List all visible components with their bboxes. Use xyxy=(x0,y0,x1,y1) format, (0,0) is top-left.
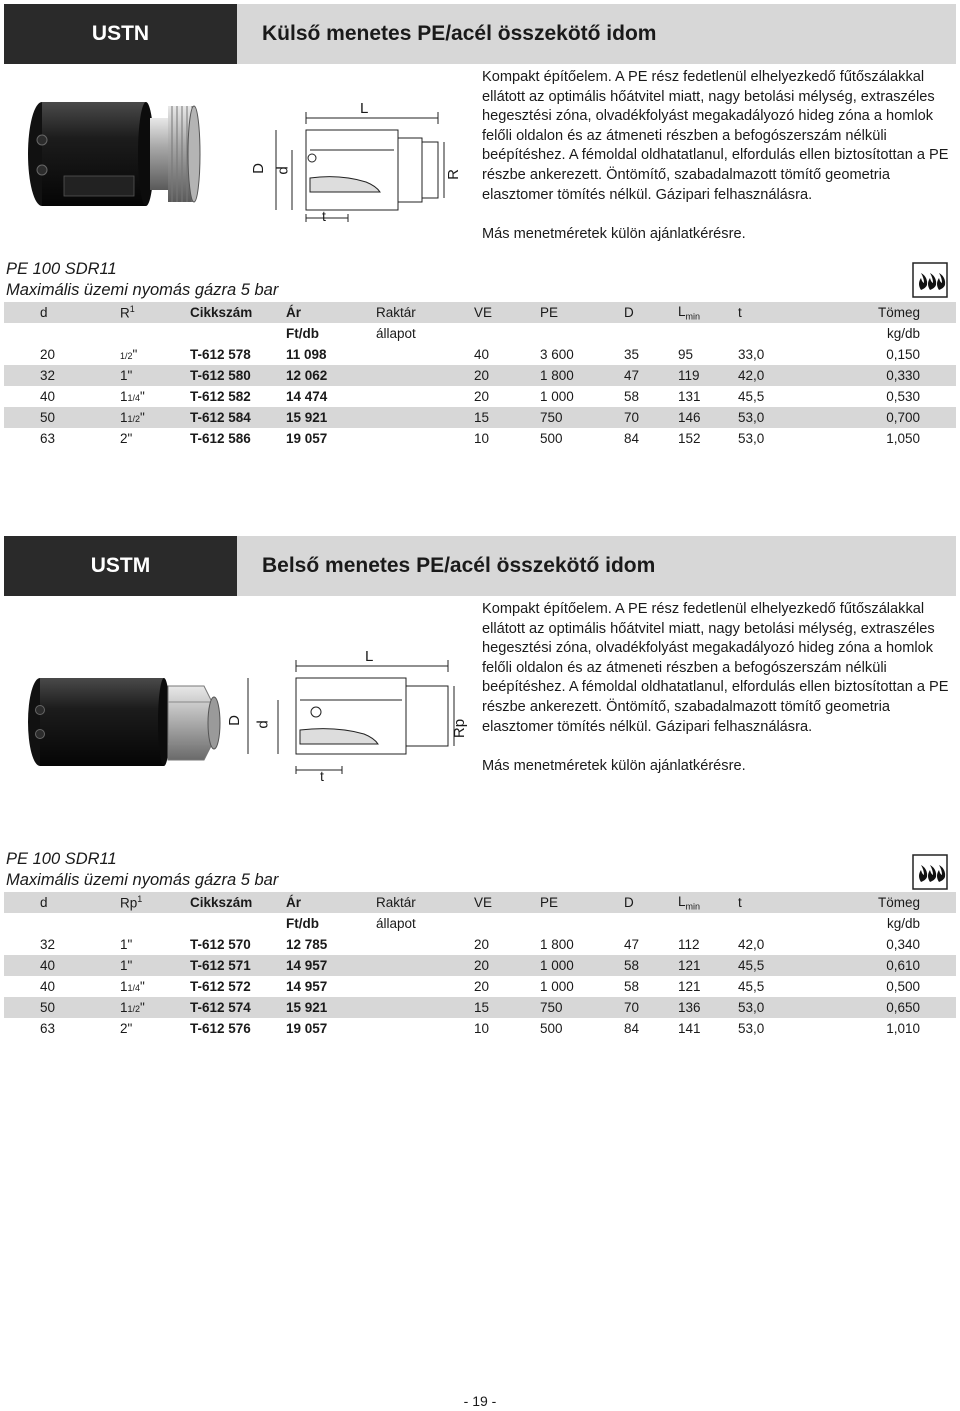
cell-ve: 20 xyxy=(474,389,490,404)
cell-thread xyxy=(120,365,190,386)
thread-fraction: 1/4 xyxy=(127,393,141,403)
col-thread-label: Rp xyxy=(120,895,138,911)
cell-code: T-612 584 xyxy=(190,410,251,425)
col-D: D xyxy=(624,895,634,910)
cell-D: 70 xyxy=(624,410,640,425)
thread-unit: " xyxy=(132,347,138,362)
cell-mass: 0,700 xyxy=(886,410,920,425)
cell-ve: 15 xyxy=(474,1000,490,1015)
table-row xyxy=(4,344,956,365)
col-d: d xyxy=(40,305,48,320)
cell-code: T-612 574 xyxy=(190,1000,251,1015)
cell-price: 15 921 xyxy=(286,1000,328,1015)
thread-whole: 1 xyxy=(120,389,128,404)
cell-l: 121 xyxy=(678,958,701,973)
spec-pressure: Maximális üzemi nyomás gázra 5 bar xyxy=(6,871,279,889)
thread-fraction: 1/4 xyxy=(127,983,141,993)
thread-whole: 1 xyxy=(120,1000,128,1015)
table-body xyxy=(4,344,956,449)
cell-thread xyxy=(120,976,190,997)
section-header-bar xyxy=(4,536,956,596)
cell-mass: 0,340 xyxy=(886,937,920,952)
col-ve: VE xyxy=(474,305,493,320)
table-unit-row xyxy=(4,323,956,344)
col-stock: Raktár xyxy=(376,305,416,320)
cell-D: 84 xyxy=(624,431,640,446)
dim-d-label: d xyxy=(254,720,272,729)
col-thread-sup: 1 xyxy=(137,894,143,905)
dim-thread-label: R xyxy=(444,169,462,180)
technical-drawing xyxy=(248,98,478,228)
cell-pe: 1 800 xyxy=(540,368,574,383)
cell-code: T-612 586 xyxy=(190,431,251,446)
col-mass: Tömeg xyxy=(877,305,920,320)
dim-thread-label: Rp xyxy=(451,718,469,739)
cell-t: 45,5 xyxy=(738,389,765,404)
col-thread-label: R xyxy=(120,305,130,321)
col-price: Ár xyxy=(286,895,302,910)
col-stock-line2: állapot xyxy=(376,916,416,931)
col-t: t xyxy=(738,895,742,910)
description xyxy=(482,68,952,245)
cell-stock xyxy=(376,976,474,997)
thread-unit: " xyxy=(140,1000,145,1015)
cell-stock xyxy=(376,407,474,428)
thread-unit: " xyxy=(140,979,145,994)
col-price: Ár xyxy=(286,305,302,320)
cell-ve: 20 xyxy=(474,937,490,952)
cell-d: 40 xyxy=(40,389,56,404)
table-row xyxy=(4,407,956,428)
table-header-row xyxy=(4,302,956,323)
cell-l: 112 xyxy=(678,937,700,952)
section-header-bar xyxy=(4,4,956,64)
dim-L-label: L xyxy=(365,648,374,665)
col-code: Cikkszám xyxy=(190,305,253,320)
cell-pe: 500 xyxy=(540,1021,563,1036)
cell-price: 19 057 xyxy=(286,1021,328,1036)
cell-mass: 0,500 xyxy=(886,979,920,994)
cell-D: 35 xyxy=(624,347,640,362)
cell-l: 146 xyxy=(678,410,701,425)
thread-whole: 1 xyxy=(120,979,128,994)
cell-pe: 1 000 xyxy=(540,979,574,994)
cell-d: 63 xyxy=(40,1021,56,1036)
thread-unit: " xyxy=(140,389,145,404)
cell-t: 33,0 xyxy=(738,347,765,362)
cell-mass: 0,150 xyxy=(886,347,920,362)
thread-whole: 1 xyxy=(120,368,128,383)
table-row xyxy=(4,1018,956,1039)
section-title: Külső menetes PE/acél összekötő idom xyxy=(262,22,657,45)
thread-whole: 1 xyxy=(120,410,128,425)
thread-unit: " xyxy=(127,368,133,383)
dim-D-label: D xyxy=(249,163,267,174)
col-lmin xyxy=(678,892,738,913)
thread-whole: 2 xyxy=(120,1021,128,1036)
cell-d: 40 xyxy=(40,958,56,973)
col-thread xyxy=(120,302,190,323)
col-thread xyxy=(120,892,190,913)
cell-ve: 20 xyxy=(474,368,490,383)
cell-price: 12 062 xyxy=(286,368,328,383)
cell-t: 45,5 xyxy=(738,958,765,973)
product-photo xyxy=(22,92,202,217)
spec-block xyxy=(6,849,278,891)
cell-D: 47 xyxy=(624,937,640,952)
cell-D: 70 xyxy=(624,1000,640,1015)
description-text: Kompakt építőelem. A PE rész fedetlenül elhelyezkedő fűtőszálakkal ellátott az optimális hőátvitel miatt, nagy betolási mélység, extraszéles hegesztési zóna, olvadékfolyást megakadályozó hideg zóna a homlok felőli oldalon és az átmeneti részben a befogószerszám nélküli beépítéshez. A fémoldal oldhatatlanul, elfordulás ellen biztosítottan a PE részbe ankerezett. Öntömítő, szabadalmazott tömítő geometria elasztomer tömítés nélkül. Gázipari felhasználásra. xyxy=(482,601,949,735)
cell-mass: 0,650 xyxy=(886,1000,920,1015)
thread-unit: " xyxy=(140,410,145,425)
cell-ve: 20 xyxy=(474,979,490,994)
thread-fraction: 1/2 xyxy=(127,1004,141,1014)
cell-D: 47 xyxy=(624,368,640,383)
product-photo xyxy=(22,672,222,772)
gas-flame-icon xyxy=(912,854,948,890)
col-pe: PE xyxy=(540,305,559,320)
dim-L-label: L xyxy=(360,100,369,117)
cell-thread xyxy=(120,955,190,976)
dim-t-label: t xyxy=(322,208,326,224)
cell-d: 20 xyxy=(40,347,56,362)
col-stock-line2: állapot xyxy=(376,326,416,341)
cell-t: 42,0 xyxy=(738,937,765,952)
dim-d-label: d xyxy=(274,166,292,175)
cell-mass: 0,530 xyxy=(886,389,920,404)
cell-stock xyxy=(376,365,474,386)
table-row xyxy=(4,955,956,976)
table-unit-row xyxy=(4,913,956,934)
cell-D: 58 xyxy=(624,979,640,994)
more-sizes-note: Más menetméretek külön ajánlatkérésre. xyxy=(482,758,746,775)
product-table xyxy=(4,892,956,1039)
cell-thread xyxy=(120,934,190,955)
thread-fraction: 1/2 xyxy=(127,414,141,424)
cell-thread xyxy=(120,407,190,428)
cell-stock xyxy=(376,386,474,407)
table-row xyxy=(4,428,956,449)
cell-pe: 500 xyxy=(540,431,563,446)
page-number: - 19 - xyxy=(463,1393,497,1409)
cell-price: 14 474 xyxy=(286,389,328,404)
cell-ve: 10 xyxy=(474,1021,490,1036)
thread-unit: " xyxy=(127,937,133,952)
col-stock: Raktár xyxy=(376,895,416,910)
col-mass-unit: kg/db xyxy=(886,326,920,341)
col-D: D xyxy=(624,305,634,320)
section-title: Belső menetes PE/acél összekötő idom xyxy=(262,554,656,577)
col-price-unit: Ft/db xyxy=(286,326,319,341)
cell-thread xyxy=(120,997,190,1018)
thread-unit: " xyxy=(127,431,133,446)
spec-material: PE 100 SDR11 xyxy=(6,260,117,278)
cell-mass: 0,610 xyxy=(886,958,920,973)
col-lmin xyxy=(678,302,738,323)
thread-unit: " xyxy=(127,958,133,973)
col-lmin-label: L xyxy=(678,893,686,909)
cell-mass: 0,330 xyxy=(886,368,920,383)
cell-thread xyxy=(120,344,190,365)
col-d: d xyxy=(40,895,48,910)
cell-l: 121 xyxy=(678,979,701,994)
description xyxy=(482,600,952,777)
cell-pe: 1 000 xyxy=(540,958,574,973)
cell-mass: 1,050 xyxy=(886,431,920,446)
cell-pe: 750 xyxy=(540,1000,563,1015)
gas-flame-icon xyxy=(912,262,948,298)
cell-t: 53,0 xyxy=(738,1000,765,1015)
product-table xyxy=(4,302,956,449)
thread-unit: " xyxy=(127,1021,133,1036)
col-t: t xyxy=(738,305,742,320)
cell-l: 136 xyxy=(678,1000,701,1015)
table-row xyxy=(4,934,956,955)
table-row xyxy=(4,997,956,1018)
cell-stock xyxy=(376,955,474,976)
cell-price: 19 057 xyxy=(286,431,328,446)
cell-mass: 1,010 xyxy=(886,1021,920,1036)
cell-stock xyxy=(376,344,474,365)
cell-thread xyxy=(120,428,190,449)
cell-d: 40 xyxy=(40,979,56,994)
cell-price: 14 957 xyxy=(286,979,328,994)
cell-l: 119 xyxy=(678,368,700,383)
cell-D: 84 xyxy=(624,1021,640,1036)
col-mass-unit: kg/db xyxy=(886,916,920,931)
col-pe: PE xyxy=(540,895,559,910)
col-code: Cikkszám xyxy=(190,895,253,910)
cell-stock xyxy=(376,934,474,955)
cell-t: 53,0 xyxy=(738,410,765,425)
cell-pe: 1 000 xyxy=(540,389,574,404)
thread-whole: 2 xyxy=(120,431,128,446)
cell-code: T-612 570 xyxy=(190,937,251,952)
thread-fraction: 1/2 xyxy=(120,351,133,361)
col-price-unit: Ft/db xyxy=(286,916,319,931)
cell-code: T-612 572 xyxy=(190,979,251,994)
cell-D: 58 xyxy=(624,389,640,404)
cell-l: 131 xyxy=(678,389,701,404)
col-lmin-sub: min xyxy=(685,901,701,912)
cell-stock xyxy=(376,1018,474,1039)
table-row xyxy=(4,386,956,407)
cell-code: T-612 580 xyxy=(190,368,251,383)
cell-code: T-612 576 xyxy=(190,1021,251,1036)
cell-D: 58 xyxy=(624,958,640,973)
product-code: USTM xyxy=(4,536,237,596)
cell-price: 11 098 xyxy=(286,347,327,362)
cell-l: 152 xyxy=(678,431,701,446)
cell-pe: 1 800 xyxy=(540,937,574,952)
cell-ve: 40 xyxy=(474,347,490,362)
cell-d: 50 xyxy=(40,1000,56,1015)
cell-pe: 750 xyxy=(540,410,563,425)
cell-t: 45,5 xyxy=(738,979,765,994)
cell-d: 32 xyxy=(40,937,56,952)
spec-material: PE 100 SDR11 xyxy=(6,850,117,868)
cell-l: 141 xyxy=(678,1021,701,1036)
col-thread-sup: 1 xyxy=(129,304,135,315)
table-row xyxy=(4,365,956,386)
cell-t: 42,0 xyxy=(738,368,765,383)
cell-price: 15 921 xyxy=(286,410,328,425)
table-row xyxy=(4,976,956,997)
dim-D-label: D xyxy=(225,715,243,726)
spec-block xyxy=(6,259,278,301)
cell-d: 32 xyxy=(40,368,56,383)
cell-stock xyxy=(376,428,474,449)
cell-d: 63 xyxy=(40,431,56,446)
table-body xyxy=(4,934,956,1039)
product-code: USTN xyxy=(4,4,237,64)
thread-whole: 1 xyxy=(120,937,128,952)
table-header-row xyxy=(4,892,956,913)
cell-price: 12 785 xyxy=(286,937,328,952)
dim-t-label: t xyxy=(320,768,324,784)
cell-ve: 10 xyxy=(474,431,490,446)
cell-d: 50 xyxy=(40,410,56,425)
cell-thread xyxy=(120,386,190,407)
description-text: Kompakt építőelem. A PE rész fedetlenül elhelyezkedő fűtőszálakkal ellátott az optimális hőátvitel miatt, nagy betolási mélység, extraszéles hegesztési zóna, olvadékfolyást megakadályozó hideg zóna a homlok felőli oldalon és az átmeneti részben a befogószerszám nélküli beépítéshez. A fémoldal oldhatatlanul, elfordulás ellen biztosítottan a PE részbe ankerezett. Öntömítő, szabadalmazott tömítő geometria elasztomer tömítés nélkül. Gázipari felhasználásra. xyxy=(482,69,949,203)
spec-pressure: Maximális üzemi nyomás gázra 5 bar xyxy=(6,281,279,299)
cell-code: T-612 578 xyxy=(190,347,251,362)
col-lmin-sub: min xyxy=(685,311,701,322)
technical-drawing xyxy=(226,658,476,778)
cell-ve: 20 xyxy=(474,958,490,973)
cell-t: 53,0 xyxy=(738,431,765,446)
cell-price: 14 957 xyxy=(286,958,328,973)
cell-t: 53,0 xyxy=(738,1021,765,1036)
thread-whole: 1 xyxy=(120,958,128,973)
cell-pe: 3 600 xyxy=(540,347,574,362)
cell-stock xyxy=(376,997,474,1018)
col-mass: Tömeg xyxy=(877,895,920,910)
cell-code: T-612 571 xyxy=(190,958,251,973)
more-sizes-note: Más menetméretek külön ajánlatkérésre. xyxy=(482,226,746,243)
cell-ve: 15 xyxy=(474,410,490,425)
cell-code: T-612 582 xyxy=(190,389,251,404)
col-lmin-label: L xyxy=(678,303,686,319)
col-ve: VE xyxy=(474,895,493,910)
cell-l: 95 xyxy=(678,347,694,362)
cell-thread xyxy=(120,1018,190,1039)
